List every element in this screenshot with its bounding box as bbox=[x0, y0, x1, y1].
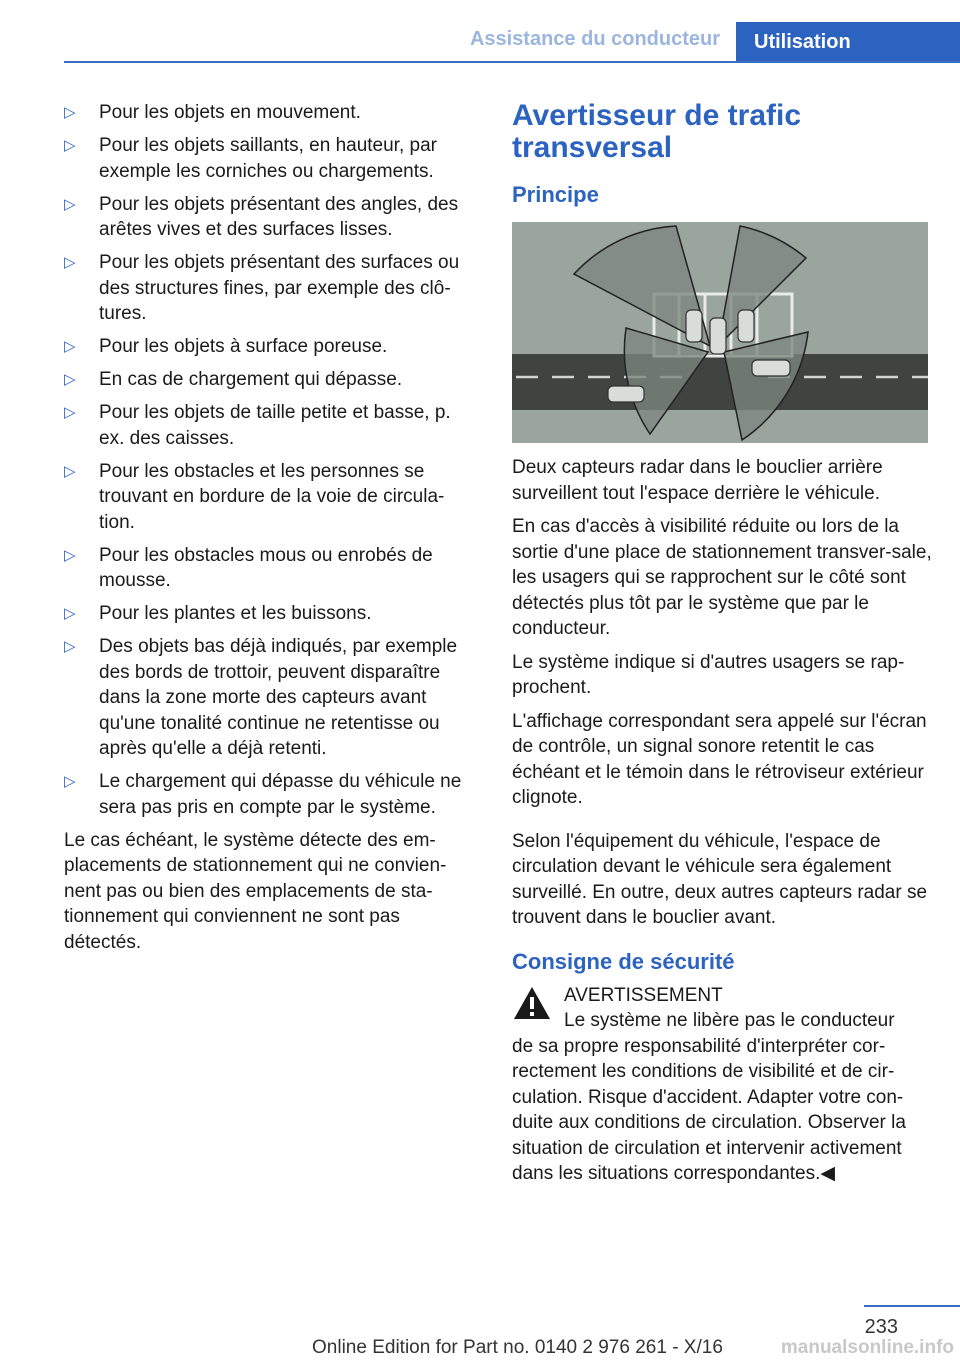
triangle-right-icon: ▷ bbox=[64, 546, 76, 564]
triangle-right-icon: ▷ bbox=[64, 338, 76, 355]
detection-note: Le cas échéant, le système détecte des em‐placements de stationnement qui ne convien‐nent pas ou bien des emplacements de sta‐tionnement qui conviennent ne sont pas détectés. bbox=[64, 829, 447, 953]
list-item: ▷ Pour les objets présentant des angles, des arêtes vives et des surfaces lisses. bbox=[64, 193, 459, 240]
section-title: Avertisseur de trafic transversal bbox=[512, 99, 802, 164]
left-column bbox=[64, 100, 480, 963]
principle-paragraph: Selon l'équipement du véhicule, l'espace de circulation devant le véhicule sera également surveillé. En outre, deux autres capteurs radar se trouvent dans le bouclier avant. bbox=[512, 830, 928, 928]
page-number: 233 bbox=[864, 1316, 898, 1338]
triangle-right-icon: ▷ bbox=[64, 462, 76, 480]
principle-paragraph: Deux capteurs radar dans le bouclier arrière surveillent tout l'espace derrière le véhicule. bbox=[512, 457, 883, 504]
warning-label: AVERTISSEMENT bbox=[564, 984, 723, 1006]
footer-rule bbox=[864, 1305, 960, 1307]
road bbox=[512, 354, 928, 410]
safety-heading: Consigne de sécurité bbox=[512, 948, 735, 974]
list-item: ▷ Pour les objets en mouvement. bbox=[64, 100, 480, 126]
warning-triangle-icon bbox=[512, 985, 552, 1021]
list-item: ▷ Des objets bas déjà indiqués, par exemple des bords de trottoir, peuvent disparaître dans la zone morte des capteurs avant qu'une tonalité continue ne retentisse ou après qu'elle a déjà retenti. bbox=[64, 636, 458, 759]
list-item: ▷ En cas de chargement qui dépasse. bbox=[64, 367, 480, 393]
cross-traffic-diagram bbox=[512, 222, 928, 443]
header-rule bbox=[64, 61, 960, 63]
list-item: ▷ Pour les objets présentant des surfaces ou des structures fines, par exemple des clô‐tures. bbox=[64, 252, 460, 324]
header-tab bbox=[736, 22, 960, 63]
list-item: ▷ Pour les plantes et les buissons. bbox=[64, 601, 480, 627]
triangle-right-icon: ▷ bbox=[64, 638, 76, 655]
triangle-right-icon: ▷ bbox=[64, 104, 76, 121]
watermark: manualsonline.info bbox=[780, 1337, 954, 1358]
list-item: ▷ Pour les objets saillants, en hauteur, par exemple les corniches ou chargements. bbox=[64, 135, 437, 182]
limitations-list bbox=[64, 100, 480, 820]
triangle-right-icon: ▷ bbox=[64, 371, 76, 388]
principle-paragraph: L'affichage correspondant sera appelé sur l'écran de contrôle, un signal sonore retentit le cas échéant et le témoin dans le rétroviseur extérieur clignote. bbox=[512, 710, 927, 808]
list-item: ▷ Pour les obstacles mous ou enrobés de mousse. bbox=[64, 544, 433, 591]
right-column bbox=[512, 100, 932, 1187]
principle-paragraph: En cas d'accès à visibilité réduite ou lors de la sortie d'une place de stationnement transver‐sale, les usagers qui se rapprochent sur le côté sont détectés plus tôt par le système que par le conducteur. bbox=[512, 516, 932, 639]
principle-heading: Principe bbox=[512, 182, 599, 207]
list-item: ▷ Pour les objets de taille petite et basse, p. ex. des caisses. bbox=[64, 402, 451, 449]
list-item: ▷ Le chargement qui dépasse du véhicule ne sera pas pris en compte par le système. bbox=[64, 771, 462, 818]
list-item: ▷ Pour les objets à surface poreuse. bbox=[64, 334, 480, 360]
triangle-right-icon: ▷ bbox=[64, 773, 76, 790]
triangle-right-icon: ▷ bbox=[64, 605, 76, 622]
edition-note: Online Edition for Part no. 0140 2 976 261 - X/16 bbox=[312, 1337, 723, 1358]
warning-text: de sa propre responsabilité d'interpréter cor‐rectement les conditions de visibilité et de cir‐culation. Risque d'accident. Adapter votre con‐duite aux conditions de circulation. Observer la situation de circulation et intervenir activement dans les situations correspondantes.◀ bbox=[512, 1035, 906, 1184]
triangle-right-icon: ▷ bbox=[64, 195, 76, 213]
header-section-title: Assistance du conducteur bbox=[469, 28, 720, 50]
warning-block bbox=[512, 983, 932, 1187]
list-item: ▷ Pour les obstacles et les personnes se trouvant en bordure de la voie de circula‐tion. bbox=[64, 460, 445, 533]
triangle-right-icon: ▷ bbox=[64, 404, 76, 421]
warning-first-line: Le système ne libère pas le conducteur bbox=[564, 1010, 895, 1031]
triangle-right-icon: ▷ bbox=[64, 254, 76, 271]
header-tab-label: Utilisation bbox=[754, 31, 851, 53]
page-header bbox=[0, 0, 960, 64]
principle-paragraph: Le système indique si d'autres usagers se rap‐prochent. bbox=[512, 651, 905, 698]
triangle-right-icon: ▷ bbox=[64, 137, 76, 154]
